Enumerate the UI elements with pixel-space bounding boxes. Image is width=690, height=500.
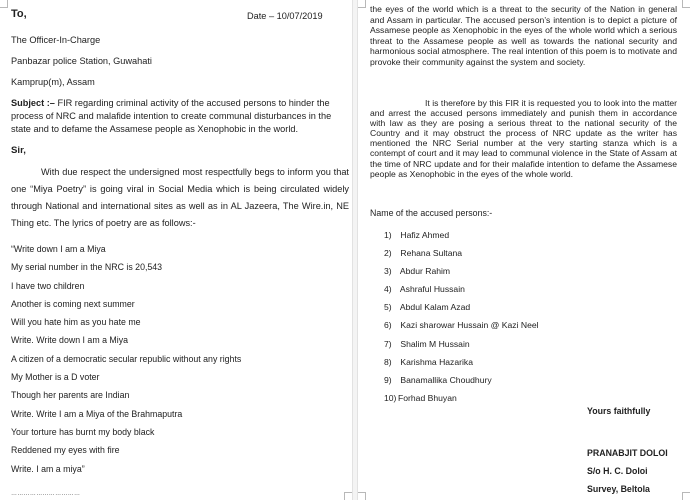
poem-line: Write. Write down I am a Miya — [11, 335, 128, 346]
list-item — [384, 389, 539, 407]
list-item — [384, 371, 539, 389]
address-line-1: The Officer-In-Charge — [11, 35, 101, 45]
accused-list-title: Name of the accused persons:- — [370, 208, 493, 218]
continuation-paragraph: the eyes of the world which is a threat to the security of the Nation in general and Assam in particular. The accused person’s intention is to depict a picture of Assamese people as Xenophobic in the eyes of the whole world which a serious threat to the Assamese people as well as towards the national security and harmonious social atmosphere. The real intention of this poem is to motivate and provoke their community against the system and society. — [370, 4, 677, 67]
intro-paragraph: With due respect the undersigned most respectfully begs to inform you that one “Miya Poetry” is going viral in Social Media which is being circulated widely through National and international sites as well as in AL Jazeera, The Wire.in, NE Thing etc. The lyrics of poetry are as follows:- — [11, 167, 349, 228]
list-number: 9) — [384, 374, 392, 385]
fir-request-paragraph: It is therefore by this FIR it is requested you to look into the matter and arrest the accused persons immediately and punish them in accordance with law as they are posing a serious threat to the national security of the Country and it may obstruct the process of NRC update as the writer has mentioned the NRC Serial number at the very starting stanza which is a contempt of court and it may lead to communal violence in the State of Assam at the time of NRC update and for their malafide intention to defame the Assamese people as Xenophobic in the eyes of the whole world. — [370, 98, 677, 179]
list-number: 3) — [384, 266, 392, 277]
poem-line: Write. I am a miya” — [11, 463, 85, 474]
accused-name: Hafiz Ahmed — [400, 230, 450, 240]
subject-line — [11, 97, 347, 136]
signature-name: PRANABJIT DOLOI — [587, 448, 668, 458]
list-number: 8) — [384, 356, 392, 367]
dotted-separator: …………………………… — [11, 491, 81, 497]
signature-address: Survey, Beltola — [587, 484, 650, 494]
list-number: 1) — [384, 230, 392, 240]
poem-line: I have two children — [11, 280, 85, 291]
accused-name: Shalim M Hussain — [400, 338, 470, 349]
poem-line: My Mother is a D voter — [11, 372, 100, 383]
address-line-2: Panbazar police Station, Guwahati — [11, 56, 152, 66]
list-item — [384, 280, 539, 298]
accused-name: Abdul Kalam Azad — [399, 302, 471, 313]
list-item — [384, 335, 539, 353]
poem-block — [11, 240, 347, 478]
address-line-3: Kamprup(m), Assam — [11, 77, 95, 87]
list-item — [384, 226, 539, 244]
list-number: 2) — [384, 248, 392, 259]
list-number: 4) — [384, 284, 392, 295]
crop-mark — [358, 492, 366, 500]
letter-date: Date – 10/07/2019 — [247, 11, 323, 21]
list-number: 10) — [384, 392, 397, 403]
crop-mark — [682, 0, 690, 8]
document-page-right — [358, 0, 690, 500]
poem-line: Reddened my eyes with fire — [11, 445, 120, 456]
crop-mark — [682, 492, 690, 500]
poem-line: Though her parents are Indian — [11, 390, 130, 401]
crop-mark — [358, 0, 366, 8]
accused-name: Banamallika Choudhury — [400, 374, 492, 385]
poem-line: Will you hate him as you hate me — [11, 317, 141, 328]
poem-line: Your torture has burnt my body black — [11, 426, 155, 437]
poem-line: “Write down I am a Miya — [11, 244, 106, 254]
poem-line: Another is coming next summer — [11, 298, 135, 309]
salutation: Sir, — [11, 145, 26, 156]
subject-label: Subject :– — [11, 98, 55, 108]
list-item — [384, 262, 539, 280]
list-item — [384, 353, 539, 371]
recipient-heading: To, — [11, 8, 27, 20]
list-number: 6) — [384, 320, 392, 331]
accused-name: Abdur Rahim — [399, 266, 451, 277]
accused-name: Rehana Sultana — [400, 248, 463, 259]
accused-name: Kazi sharowar Hussain @ Kazi Neel — [400, 320, 539, 331]
crop-mark — [0, 0, 8, 8]
accused-list — [384, 226, 539, 407]
signature-parentage: S/o H. C. Doloi — [587, 466, 648, 476]
crop-mark — [344, 492, 352, 500]
subject-text: FIR regarding criminal activity of the accused persons to hinder the process of NRC and malafide intention to create communal disturbances in the state and to defame the Assamese people as Xenophobic in the world. — [11, 98, 332, 134]
poem-line: My serial number in the NRC is 20,543 — [11, 262, 163, 273]
closing-text: Yours faithfully — [587, 406, 651, 416]
accused-name: Forhad Bhuyan — [398, 392, 457, 403]
list-number: 5) — [384, 302, 392, 313]
list-item — [384, 244, 539, 262]
list-item — [384, 298, 539, 316]
poem-line: Write. Write I am a Miya of the Brahmaputra — [11, 408, 183, 419]
list-number: 7) — [384, 338, 392, 349]
accused-name: Ashraful Hussain — [399, 284, 465, 295]
poem-line: A citizen of a democratic secular republic without any rights — [11, 353, 242, 364]
accused-name: Karishma Hazarika — [400, 356, 473, 367]
list-item — [384, 316, 539, 334]
